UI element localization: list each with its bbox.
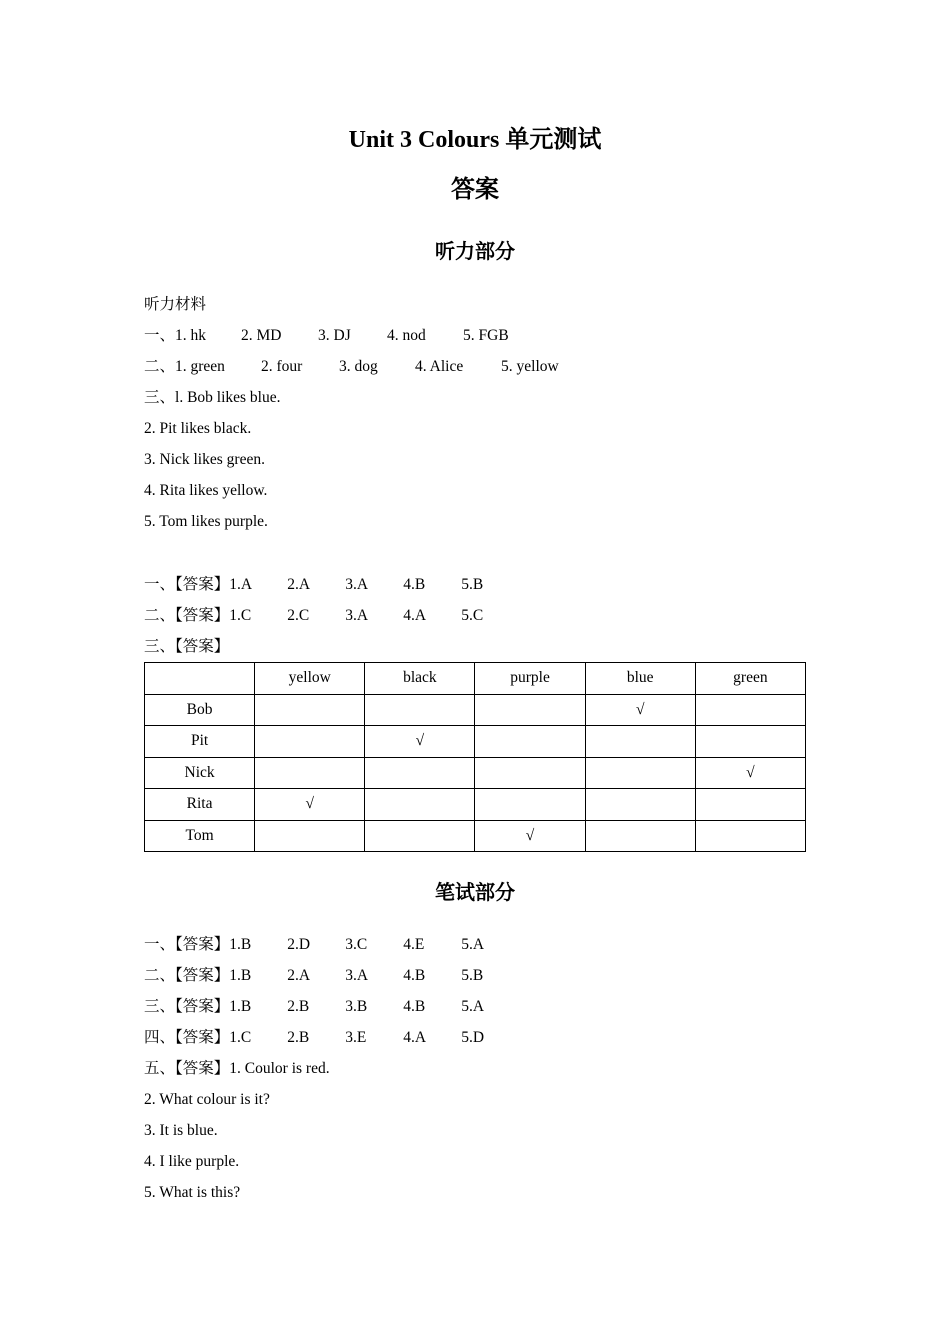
table-cell: Pit	[145, 726, 255, 758]
answer-item: 3.C	[345, 936, 368, 953]
answer-item: 5.D	[461, 1029, 485, 1046]
table-cell	[695, 726, 805, 758]
listening-heading: 听力部分	[435, 241, 515, 263]
table-cell: √	[475, 820, 585, 852]
table-row	[145, 820, 806, 852]
table-cell	[695, 694, 805, 726]
answer-prefix: 二、【答案】	[144, 967, 230, 984]
q-prefix: 一、	[144, 327, 176, 344]
answer-item: 5.A	[461, 936, 485, 953]
answer-item: 1.A	[229, 576, 253, 593]
answer-item: 2.A	[287, 576, 311, 593]
table-row	[145, 726, 806, 758]
sentence: 5. Tom likes purple.	[144, 513, 268, 530]
answer-item: 1.B	[229, 998, 252, 1015]
answer-item: 2. four	[261, 358, 303, 375]
sentence: 1. Coulor is red.	[229, 1060, 330, 1077]
listening-answer-line-1	[144, 574, 483, 596]
table-header-cell: blue	[585, 663, 695, 695]
table-cell	[475, 757, 585, 789]
answer-item: 1. hk	[175, 327, 207, 344]
answer-item: 4.B	[403, 998, 426, 1015]
answer-item: 2.C	[287, 607, 310, 624]
q-prefix: 二、	[144, 358, 176, 375]
answer-item: 3.A	[345, 576, 369, 593]
answer-prefix: 一、【答案】	[144, 576, 230, 593]
answer-item: 5.B	[461, 576, 484, 593]
table-cell: Tom	[145, 820, 255, 852]
answer-item: 4. Alice	[415, 358, 464, 375]
table-prefix: 三、【答案】	[144, 638, 230, 655]
answer-prefix: 五、【答案】	[144, 1060, 230, 1077]
table-cell	[475, 789, 585, 821]
table-cell	[585, 757, 695, 789]
table-row	[145, 757, 806, 789]
table-cell	[585, 726, 695, 758]
listening-q2-line	[144, 356, 559, 378]
table-cell	[475, 726, 585, 758]
table-cell	[365, 820, 475, 852]
table-cell: √	[365, 726, 475, 758]
table-cell: Nick	[145, 757, 255, 789]
table-header-cell: black	[365, 663, 475, 695]
sentence: 4. Rita likes yellow.	[144, 482, 268, 499]
answer-item: 2. MD	[241, 327, 282, 344]
answer-item: 3.A	[345, 607, 369, 624]
answer-item: 1.B	[229, 967, 252, 984]
answer-item: 4.A	[403, 1029, 427, 1046]
table-row	[145, 789, 806, 821]
document-subtitle: 答案	[451, 177, 499, 203]
answer-item: 3. dog	[339, 358, 378, 375]
table-cell: √	[695, 757, 805, 789]
writing-heading: 笔试部分	[435, 882, 515, 904]
sentence: 5. What is this?	[144, 1184, 241, 1201]
listening-q1-line	[144, 325, 509, 347]
table-cell	[255, 820, 365, 852]
answer-item: 2.B	[287, 998, 310, 1015]
listening-answer-line-2	[144, 605, 483, 627]
answer-prefix: 二、【答案】	[144, 607, 230, 624]
table-cell: √	[255, 789, 365, 821]
table-header-cell: yellow	[255, 663, 365, 695]
listening-material-label: 听力材料	[144, 296, 207, 313]
answer-item: 2.D	[287, 936, 311, 953]
answer-item: 4.B	[403, 967, 426, 984]
table-cell: Rita	[145, 789, 255, 821]
answer-item: 1.B	[229, 936, 252, 953]
table-cell: Bob	[145, 694, 255, 726]
answer-prefix: 四、【答案】	[144, 1029, 230, 1046]
answer-item: 4.A	[403, 607, 427, 624]
answer-item: 5. FGB	[463, 327, 509, 344]
q-prefix: 三、	[144, 389, 176, 406]
sentence: l. Bob likes blue.	[175, 389, 281, 406]
answer-table	[144, 662, 806, 852]
sentence: 4. I like purple.	[144, 1153, 240, 1170]
answer-item: 4. nod	[387, 327, 426, 344]
answer-item: 2.A	[287, 967, 311, 984]
listening-q3-line	[144, 387, 281, 409]
table-cell	[255, 757, 365, 789]
answer-item: 2.B	[287, 1029, 310, 1046]
table-cell	[365, 757, 475, 789]
answer-item: 1.C	[229, 1029, 252, 1046]
writing-answer-line-4	[144, 1027, 484, 1049]
answer-item: 5.C	[461, 607, 484, 624]
answer-item: 3. DJ	[318, 327, 351, 344]
answer-item: 5. yellow	[501, 358, 559, 375]
table-cell	[475, 694, 585, 726]
answer-item: 3.A	[345, 967, 369, 984]
table-cell	[365, 694, 475, 726]
answer-prefix: 三、【答案】	[144, 998, 230, 1015]
document-title: Unit 3 Colours 单元测试	[348, 127, 602, 153]
table-header-cell: purple	[475, 663, 585, 695]
table-header-row	[145, 663, 806, 695]
answer-item: 1.C	[229, 607, 252, 624]
table-cell	[695, 820, 805, 852]
answer-item: 4.E	[403, 936, 425, 953]
table-cell	[365, 789, 475, 821]
table-header-cell	[145, 663, 255, 695]
table-cell	[255, 694, 365, 726]
writing-answer-line-2	[144, 965, 483, 987]
table-cell	[585, 820, 695, 852]
answer-item: 1. green	[175, 358, 225, 375]
writing-q5-line	[144, 1058, 330, 1080]
sentence: 3. Nick likes green.	[144, 451, 265, 468]
table-cell: √	[585, 694, 695, 726]
sentence: 3. It is blue.	[144, 1122, 218, 1139]
table-header-cell: green	[695, 663, 805, 695]
answer-prefix: 一、【答案】	[144, 936, 230, 953]
answer-item: 3.B	[345, 998, 368, 1015]
sentence: 2. Pit likes black.	[144, 420, 252, 437]
writing-answer-line-1	[144, 934, 484, 956]
table-cell	[585, 789, 695, 821]
table-cell	[255, 726, 365, 758]
sentence: 2. What colour is it?	[144, 1091, 270, 1108]
answer-item: 5.B	[461, 967, 484, 984]
answer-item: 5.A	[461, 998, 485, 1015]
table-row	[145, 694, 806, 726]
answer-item: 3.E	[345, 1029, 367, 1046]
table-cell	[695, 789, 805, 821]
answer-item: 4.B	[403, 576, 426, 593]
writing-answer-line-3	[144, 996, 484, 1018]
